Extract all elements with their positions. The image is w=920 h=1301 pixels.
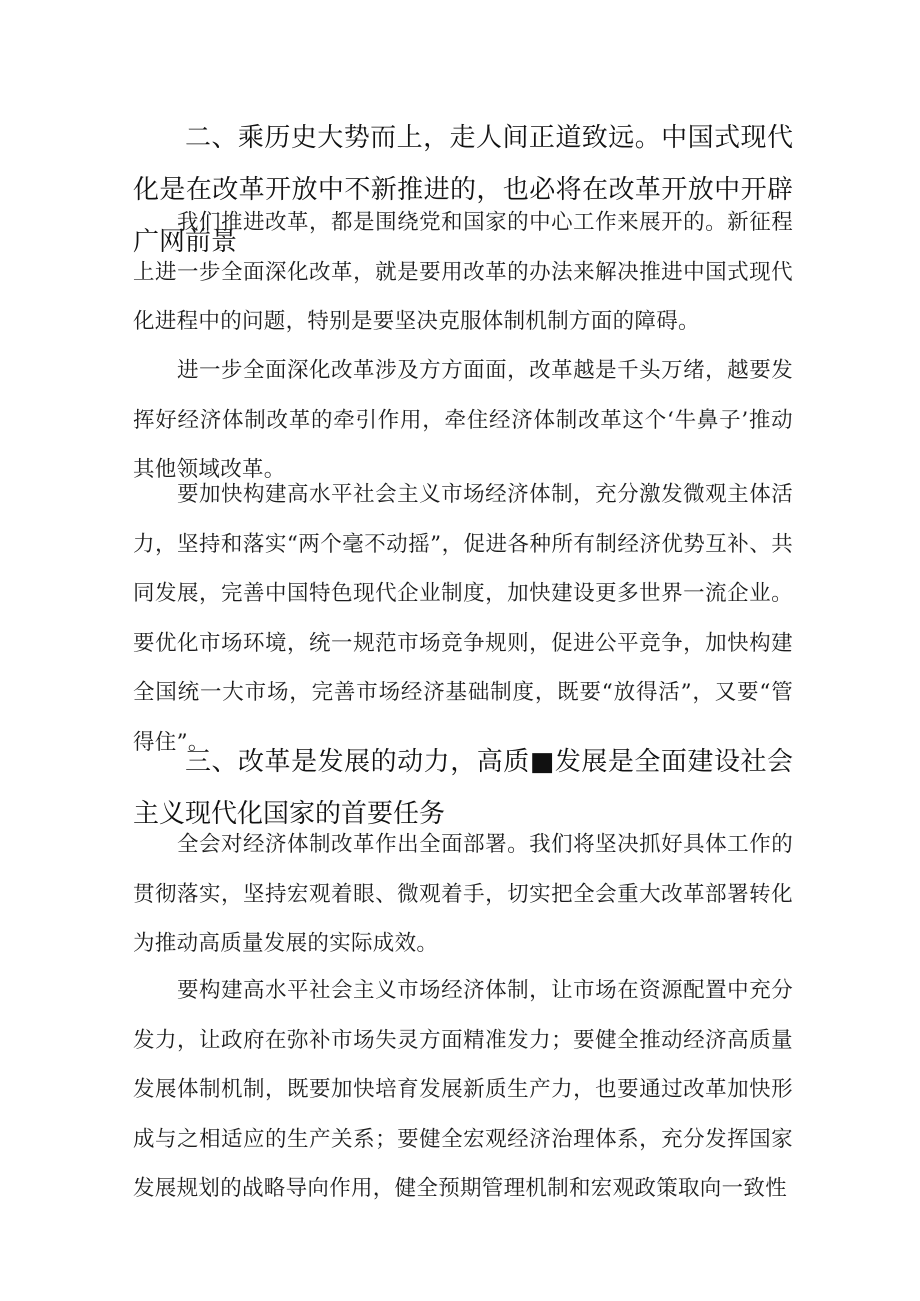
body-paragraph: 进一步全面深化改革涉及方方面面，改革越是千头万绪，越要发挥好经济体制改革的牵引作用，牵住经济体制改革这个‘牛鼻子’推动其他领域改革。 [133,358,793,482]
body-paragraph: 全会对经济体制改革作出全面部署。我们将坚决抓好具体工作的贯彻落实，坚持宏观着眼、微观着手，切实把全会重大改革部署转化为推动高质量发展的实际成效。 [133,832,793,956]
body-paragraph: 我们推进改革，都是围绕党和国家的中心工作来展开的。新征程上进一步全面深化改革，就是要用改革的办法来解决推进中国式现代化进程中的问题，特别是要坚决克服体制机制方面的障碍。 [133,210,793,334]
body-paragraph: 要构建高水平社会主义市场经济体制，让市场在资源配置中充分发力，让政府在弥补市场失灵方面精准发力；要健全推动经济高质量发展体制机制，既要加快培育发展新质生产力，也要通过改革加快形成与之相适应的生产关系；要健全宏观经济治理体系，充分发挥国家发展规划的战略导向作用，健全预期管理机制和宏观政策取向一致性 [133,978,793,1201]
body-paragraph: 要加快构建高水平社会主义市场经济体制，充分激发微观主体活力，坚持和落实“两个毫不动摇”，促进各种所有制经济优势互补、共同发展，完善中国特色现代企业制度，加快建设更多世界一流企业。要优化市场环境，统一规范市场竞争规则，促进公平竞争，加快构建全国统一大市场，完善市场经济基础制度，既要“放得活”，又要“管得住”。 [133,482,793,755]
section-heading-two: 二、乘历史大势而上，走人间正道致远。中国式现代化是在改革开放中不新推进的，也必将在改革开放中开辟广网前景 [133,123,793,257]
section-heading-three: 三、改革是发展的动力，高质■发展是全面建设社会主义现代化国家的首要任务 [133,747,793,829]
